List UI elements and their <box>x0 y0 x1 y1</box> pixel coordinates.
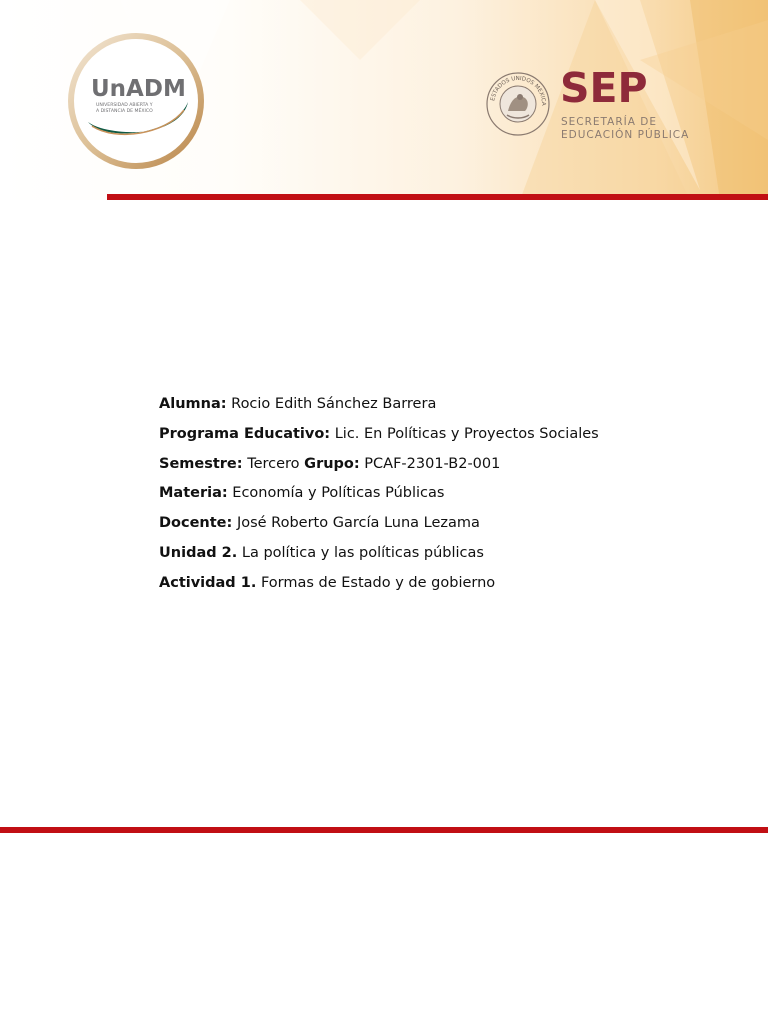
info-value: La política y las políticas públicas <box>241 544 484 561</box>
sep-logo-subtitle-line-1: SECRETARÍA DE <box>561 116 657 128</box>
info-semestre-grupo <box>159 454 739 474</box>
info-label: Programa Educativo: <box>159 425 331 442</box>
seal-text: ESTADOS UNIDOS MEXICA <box>490 75 547 106</box>
info-unidad <box>159 543 739 563</box>
info-actividad <box>159 573 739 593</box>
unadm-logo-name: UnADM <box>91 76 186 102</box>
info-value: Tercero <box>247 455 300 472</box>
info-value: Formas de Estado y de gobierno <box>260 574 496 591</box>
unadm-logo-tagline-1: UNIVERSIDAD ABIERTA Y <box>96 103 153 108</box>
info-value: Economía y Políticas Públicas <box>232 485 445 502</box>
unadm-logo <box>66 30 206 172</box>
info-alumna <box>159 394 739 414</box>
info-label: Unidad 2. <box>159 544 238 561</box>
sep-logo-title: SEP <box>560 64 648 112</box>
header-divider <box>107 194 768 200</box>
info-label: Alumna: <box>159 396 227 412</box>
info-label: Docente: <box>159 515 233 532</box>
footer-divider <box>0 827 768 833</box>
info-label: Semestre: <box>159 455 243 472</box>
info-docente <box>159 513 739 533</box>
info-value: José Roberto García Luna Lezama <box>236 515 480 532</box>
header-banner <box>0 0 768 200</box>
info-materia <box>159 483 739 503</box>
info-value-grupo: PCAF-2301-B2-001 <box>364 455 501 472</box>
student-info-block <box>159 394 739 603</box>
info-programa <box>159 424 739 444</box>
sep-logo-subtitle-line-2: EDUCACIÓN PÚBLICA <box>561 129 690 141</box>
info-label-grupo: Grupo: <box>304 455 360 472</box>
info-label: Actividad 1. <box>159 574 257 591</box>
sep-logo-subtitle <box>561 116 689 142</box>
info-label: Materia: <box>159 485 228 502</box>
mexico-seal-icon <box>485 71 551 137</box>
info-value: Lic. En Políticas y Proyectos Sociales <box>334 425 599 442</box>
info-value: Rocio Edith Sánchez Barrera <box>231 396 437 412</box>
unadm-logo-tagline-2: A DISTANCIA DE MÉXICO <box>96 109 153 114</box>
